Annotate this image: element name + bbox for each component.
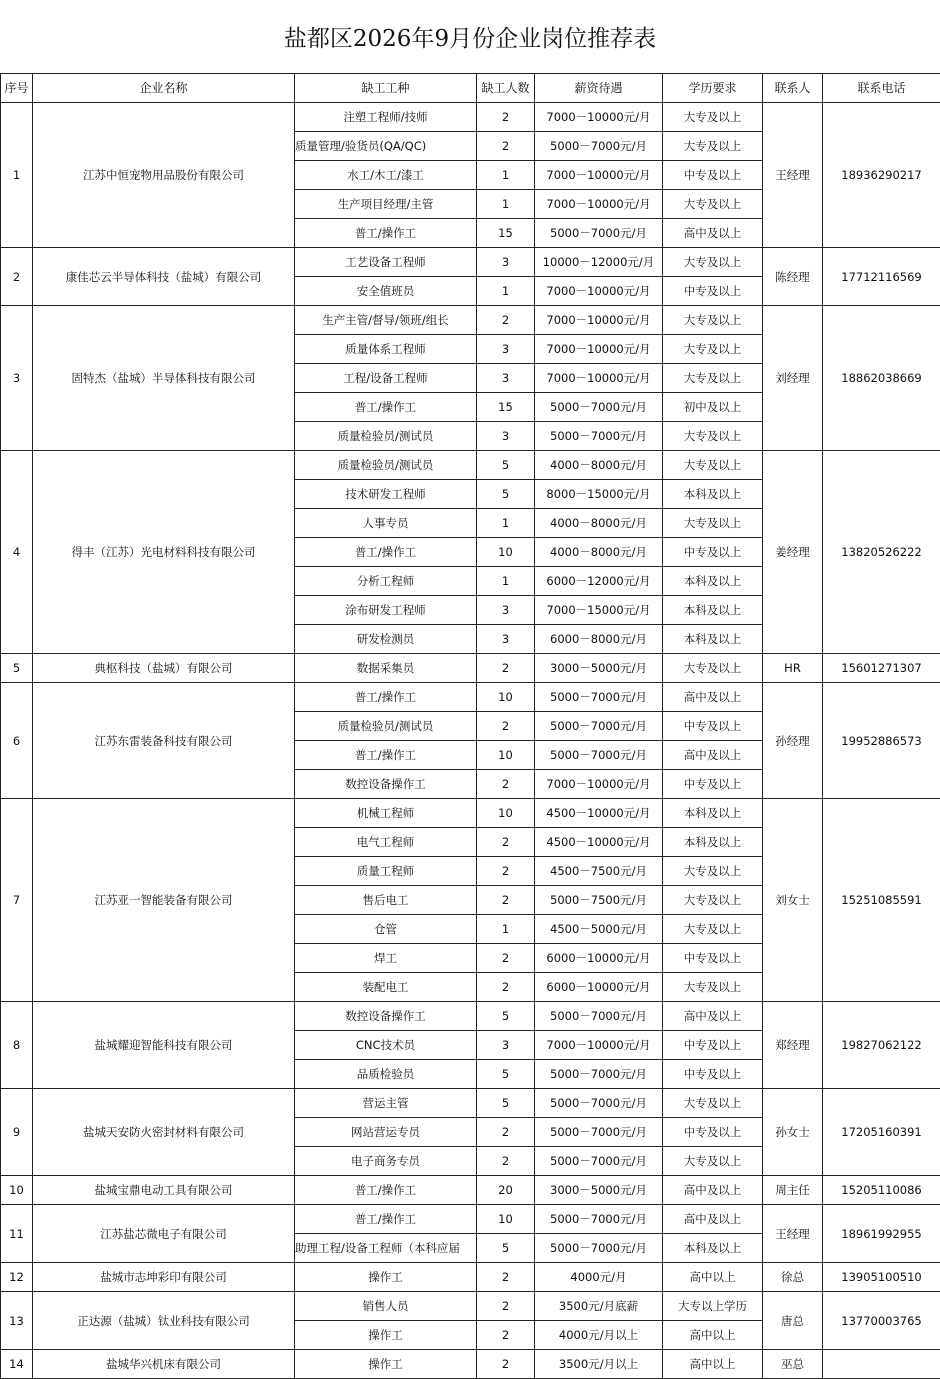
job-role: 工程/设备工程师: [295, 364, 477, 393]
job-salary: 5000－7000元/月: [535, 393, 663, 422]
job-education: 高中以上: [663, 1321, 763, 1350]
job-role: 普工/操作工: [295, 741, 477, 770]
job-role: 仓管: [295, 915, 477, 944]
job-education: 高中以上: [663, 1263, 763, 1292]
company-name: 康佳芯云半导体科技（盐城）有限公司: [33, 248, 295, 306]
job-salary: 4000元/月: [535, 1263, 663, 1292]
job-role: 操作工: [295, 1263, 477, 1292]
table-row: [1, 1002, 940, 1031]
contact-phone: 18936290217: [823, 103, 940, 248]
job-salary: 5000－7000元/月: [535, 683, 663, 712]
job-salary: 3500元/月以上: [535, 1350, 663, 1379]
job-count: 5: [477, 451, 535, 480]
job-salary: 3000－5000元/月: [535, 654, 663, 683]
job-count: 3: [477, 335, 535, 364]
table-row: [1, 1205, 940, 1234]
job-role: 装配电工: [295, 973, 477, 1002]
job-salary: 7000－10000元/月: [535, 161, 663, 190]
job-education: 大专及以上: [663, 1147, 763, 1176]
job-salary: 6000－12000元/月: [535, 567, 663, 596]
contact-person: 孙经理: [763, 683, 823, 799]
row-number: 1: [1, 103, 33, 248]
job-salary: 6000－10000元/月: [535, 973, 663, 1002]
table-row: [1, 1350, 940, 1379]
table-row: [1, 248, 940, 277]
job-education: 大专及以上: [663, 654, 763, 683]
job-count: 2: [477, 712, 535, 741]
job-count: 15: [477, 219, 535, 248]
job-role: 普工/操作工: [295, 1205, 477, 1234]
job-role: 普工/操作工: [295, 538, 477, 567]
job-role: 质量检验员/测试员: [295, 451, 477, 480]
header-no: 序号: [1, 74, 33, 103]
job-education: 本科及以上: [663, 596, 763, 625]
job-education: 大专及以上: [663, 306, 763, 335]
job-count: 2: [477, 886, 535, 915]
job-education: 大专及以上: [663, 335, 763, 364]
job-salary: 7000－10000元/月: [535, 306, 663, 335]
job-role: 普工/操作工: [295, 1176, 477, 1205]
table-row: [1, 1176, 940, 1205]
contact-phone: 13820526222: [823, 451, 940, 654]
contact-phone: 15205110086: [823, 1176, 940, 1205]
contact-phone: 15251085591: [823, 799, 940, 1002]
job-education: 高中及以上: [663, 1176, 763, 1205]
job-count: 1: [477, 915, 535, 944]
contact-person: 刘经理: [763, 306, 823, 451]
job-role: 注塑工程师/技师: [295, 103, 477, 132]
contact-person: 巫总: [763, 1350, 823, 1379]
job-role: 技术研发工程师: [295, 480, 477, 509]
header-salary: 薪资待遇: [535, 74, 663, 103]
job-salary: 7000－10000元/月: [535, 190, 663, 219]
table-row: [1, 306, 940, 335]
contact-phone: 13905100510: [823, 1263, 940, 1292]
company-name: 江苏中恒宠物用品股份有限公司: [33, 103, 295, 248]
job-salary: 5000－7000元/月: [535, 219, 663, 248]
table-row: [1, 1292, 940, 1321]
contact-phone: 13770003765: [823, 1292, 940, 1350]
job-education: 中专及以上: [663, 1031, 763, 1060]
job-education: 中专及以上: [663, 1060, 763, 1089]
job-salary: 7000－10000元/月: [535, 335, 663, 364]
job-salary: 7000－10000元/月: [535, 103, 663, 132]
job-count: 3: [477, 422, 535, 451]
job-role: 助理工程/设备工程师（本科应届: [295, 1234, 477, 1263]
row-number: 2: [1, 248, 33, 306]
job-education: 中专及以上: [663, 712, 763, 741]
contact-person: 王经理: [763, 103, 823, 248]
contact-phone: 17712116569: [823, 248, 940, 306]
job-role: 水工/木工/漆工: [295, 161, 477, 190]
company-name: 盐城华兴机床有限公司: [33, 1350, 295, 1379]
job-education: 中专及以上: [663, 770, 763, 799]
job-education: 大专以上学历: [663, 1292, 763, 1321]
job-education: 高中及以上: [663, 1002, 763, 1031]
job-count: 2: [477, 103, 535, 132]
job-education: 本科及以上: [663, 828, 763, 857]
job-count: 2: [477, 1350, 535, 1379]
contact-person: 徐总: [763, 1263, 823, 1292]
job-education: 大专及以上: [663, 915, 763, 944]
header-phone: 联系电话: [823, 74, 940, 103]
job-count: 2: [477, 944, 535, 973]
job-count: 1: [477, 567, 535, 596]
job-role: 机械工程师: [295, 799, 477, 828]
table-row: [1, 654, 940, 683]
job-education: 本科及以上: [663, 625, 763, 654]
job-education: 本科及以上: [663, 567, 763, 596]
contact-phone: 15601271307: [823, 654, 940, 683]
job-count: 5: [477, 1089, 535, 1118]
job-education: 高中及以上: [663, 741, 763, 770]
job-education: 大专及以上: [663, 857, 763, 886]
company-name: 江苏东雷装备科技有限公司: [33, 683, 295, 799]
job-count: 1: [477, 161, 535, 190]
job-role: 生产主管/督导/领班/组长: [295, 306, 477, 335]
job-education: 高中及以上: [663, 219, 763, 248]
header-contact: 联系人: [763, 74, 823, 103]
job-role: 数控设备操作工: [295, 1002, 477, 1031]
job-salary: 4000－8000元/月: [535, 538, 663, 567]
row-number: 7: [1, 799, 33, 1002]
row-number: 4: [1, 451, 33, 654]
job-salary: 8000－15000元/月: [535, 480, 663, 509]
job-salary: 7000－10000元/月: [535, 1031, 663, 1060]
job-salary: 5000－7000元/月: [535, 1060, 663, 1089]
contact-phone: 17205160391: [823, 1089, 940, 1176]
contact-person: 郑经理: [763, 1002, 823, 1089]
job-role: 普工/操作工: [295, 683, 477, 712]
company-name: 盐城宝鼎电动工具有限公司: [33, 1176, 295, 1205]
job-education: 大专及以上: [663, 451, 763, 480]
job-count: 15: [477, 393, 535, 422]
row-number: 9: [1, 1089, 33, 1176]
header-company: 企业名称: [33, 74, 295, 103]
page-title: 盐都区2026年9月份企业岗位推荐表: [0, 0, 940, 73]
job-count: 1: [477, 509, 535, 538]
company-name: 江苏盐芯微电子有限公司: [33, 1205, 295, 1263]
job-salary: 7000－10000元/月: [535, 277, 663, 306]
job-count: 5: [477, 1060, 535, 1089]
job-salary: 4500－10000元/月: [535, 828, 663, 857]
job-education: 大专及以上: [663, 190, 763, 219]
job-education: 大专及以上: [663, 1089, 763, 1118]
job-role: 安全值班员: [295, 277, 477, 306]
contact-person: HR: [763, 654, 823, 683]
job-count: 2: [477, 828, 535, 857]
contact-person: 周主任: [763, 1176, 823, 1205]
job-role: 电气工程师: [295, 828, 477, 857]
row-number: 14: [1, 1350, 33, 1379]
job-role: 质量体系工程师: [295, 335, 477, 364]
table-row: [1, 799, 940, 828]
jobs-table-body: [1, 103, 940, 1379]
job-salary: 6000－8000元/月: [535, 625, 663, 654]
job-education: 中专及以上: [663, 538, 763, 567]
job-role: 品质检验员: [295, 1060, 477, 1089]
job-education: 大专及以上: [663, 103, 763, 132]
contact-person: 刘女士: [763, 799, 823, 1002]
job-count: 10: [477, 741, 535, 770]
job-role: 营运主管: [295, 1089, 477, 1118]
job-count: 2: [477, 132, 535, 161]
contact-phone: 19952886573: [823, 683, 940, 799]
job-salary: 5000－7000元/月: [535, 132, 663, 161]
job-salary: 4000元/月以上: [535, 1321, 663, 1350]
job-education: 大专及以上: [663, 132, 763, 161]
job-count: 3: [477, 625, 535, 654]
job-salary: 5000－7500元/月: [535, 886, 663, 915]
company-name: 盐城市志坤彩印有限公司: [33, 1263, 295, 1292]
job-count: 3: [477, 248, 535, 277]
job-education: 中专及以上: [663, 1118, 763, 1147]
job-role: 数据采集员: [295, 654, 477, 683]
job-education: 中专及以上: [663, 944, 763, 973]
job-role: 质量检验员/测试员: [295, 422, 477, 451]
job-salary: 5000－7000元/月: [535, 1147, 663, 1176]
job-salary: 7000－10000元/月: [535, 770, 663, 799]
company-name: 固特杰（盐城）半导体科技有限公司: [33, 306, 295, 451]
job-salary: 4500－5000元/月: [535, 915, 663, 944]
job-count: 20: [477, 1176, 535, 1205]
job-count: 3: [477, 364, 535, 393]
job-role: 质量工程师: [295, 857, 477, 886]
header-row: [1, 74, 940, 103]
job-education: 高中以上: [663, 1350, 763, 1379]
job-role: 工艺设备工程师: [295, 248, 477, 277]
table-row: [1, 1263, 940, 1292]
job-salary: 5000－7000元/月: [535, 1002, 663, 1031]
job-role: 焊工: [295, 944, 477, 973]
job-role: 操作工: [295, 1350, 477, 1379]
job-count: 2: [477, 857, 535, 886]
job-role: 人事专员: [295, 509, 477, 538]
job-role: 分析工程师: [295, 567, 477, 596]
job-role: 质量检验员/测试员: [295, 712, 477, 741]
job-role: 质量管理/验货员(QA/QC): [295, 132, 477, 161]
job-education: 大专及以上: [663, 248, 763, 277]
job-salary: 5000－7000元/月: [535, 741, 663, 770]
job-count: 10: [477, 1205, 535, 1234]
job-salary: 5000－7000元/月: [535, 712, 663, 741]
job-role: 普工/操作工: [295, 219, 477, 248]
contact-phone: 18862038669: [823, 306, 940, 451]
contact-phone: [823, 1350, 940, 1379]
job-count: 3: [477, 1031, 535, 1060]
job-salary: 5000－7000元/月: [535, 1234, 663, 1263]
job-education: 大专及以上: [663, 422, 763, 451]
job-education: 高中及以上: [663, 1205, 763, 1234]
job-education: 大专及以上: [663, 886, 763, 915]
job-role: 数控设备操作工: [295, 770, 477, 799]
job-education: 高中及以上: [663, 683, 763, 712]
job-count: 5: [477, 480, 535, 509]
job-education: 本科及以上: [663, 1234, 763, 1263]
job-count: 2: [477, 1118, 535, 1147]
job-count: 10: [477, 538, 535, 567]
job-role: 电子商务专员: [295, 1147, 477, 1176]
company-name: 典枢科技（盐城）有限公司: [33, 654, 295, 683]
contact-person: 姜经理: [763, 451, 823, 654]
header-count: 缺工人数: [477, 74, 535, 103]
job-role: 普工/操作工: [295, 393, 477, 422]
contact-phone: 19827062122: [823, 1002, 940, 1089]
job-count: 5: [477, 1002, 535, 1031]
job-salary: 6000－10000元/月: [535, 944, 663, 973]
job-count: 2: [477, 1147, 535, 1176]
job-role: 操作工: [295, 1321, 477, 1350]
row-number: 12: [1, 1263, 33, 1292]
job-education: 大专及以上: [663, 973, 763, 1002]
job-education: 中专及以上: [663, 161, 763, 190]
job-education: 本科及以上: [663, 799, 763, 828]
job-count: 2: [477, 1292, 535, 1321]
table-row: [1, 683, 940, 712]
job-education: 大专及以上: [663, 509, 763, 538]
job-count: 5: [477, 1234, 535, 1263]
job-role: 售后电工: [295, 886, 477, 915]
company-name: 正达源（盐城）钛业科技有限公司: [33, 1292, 295, 1350]
contact-person: 陈经理: [763, 248, 823, 306]
job-salary: 7000－10000元/月: [535, 364, 663, 393]
job-education: 中专及以上: [663, 277, 763, 306]
job-count: 2: [477, 770, 535, 799]
company-name: 盐城耀迎智能科技有限公司: [33, 1002, 295, 1089]
job-education: 初中及以上: [663, 393, 763, 422]
company-name: 得丰（江苏）光电材料科技有限公司: [33, 451, 295, 654]
job-salary: 4500－7500元/月: [535, 857, 663, 886]
table-row: [1, 103, 940, 132]
header-role: 缺工工种: [295, 74, 477, 103]
job-education: 本科及以上: [663, 480, 763, 509]
job-count: 2: [477, 1263, 535, 1292]
job-count: 10: [477, 683, 535, 712]
job-count: 2: [477, 654, 535, 683]
job-count: 2: [477, 1321, 535, 1350]
job-role: 生产项目经理/主管: [295, 190, 477, 219]
row-number: 6: [1, 683, 33, 799]
row-number: 10: [1, 1176, 33, 1205]
job-salary: 3000－5000元/月: [535, 1176, 663, 1205]
job-role: 研发检测员: [295, 625, 477, 654]
job-salary: 10000－12000元/月: [535, 248, 663, 277]
job-count: 2: [477, 973, 535, 1002]
job-role: 涂布研发工程师: [295, 596, 477, 625]
job-salary: 5000－7000元/月: [535, 1089, 663, 1118]
job-salary: 4500－10000元/月: [535, 799, 663, 828]
job-salary: 4000－8000元/月: [535, 451, 663, 480]
table-row: [1, 451, 940, 480]
row-number: 8: [1, 1002, 33, 1089]
job-role: 销售人员: [295, 1292, 477, 1321]
job-count: 2: [477, 306, 535, 335]
row-number: 13: [1, 1292, 33, 1350]
row-number: 11: [1, 1205, 33, 1263]
contact-phone: 18961992955: [823, 1205, 940, 1263]
job-salary: 5000－7000元/月: [535, 422, 663, 451]
job-salary: 5000－7000元/月: [535, 1118, 663, 1147]
job-education: 大专及以上: [663, 364, 763, 393]
job-salary: 5000－7000元/月: [535, 1205, 663, 1234]
table-row: [1, 1089, 940, 1118]
contact-person: 孙女士: [763, 1089, 823, 1176]
job-count: 3: [477, 596, 535, 625]
job-count: 1: [477, 277, 535, 306]
job-role: 网站营运专员: [295, 1118, 477, 1147]
job-salary: 7000－15000元/月: [535, 596, 663, 625]
job-salary: 3500元/月底薪: [535, 1292, 663, 1321]
contact-person: 王经理: [763, 1205, 823, 1263]
contact-person: 唐总: [763, 1292, 823, 1350]
company-name: 江苏亚一智能装备有限公司: [33, 799, 295, 1002]
company-name: 盐城天安防火密封材料有限公司: [33, 1089, 295, 1176]
job-salary: 4000－8000元/月: [535, 509, 663, 538]
jobs-table: [0, 73, 940, 1379]
job-count: 1: [477, 190, 535, 219]
job-role: CNC技术员: [295, 1031, 477, 1060]
row-number: 5: [1, 654, 33, 683]
header-education: 学历要求: [663, 74, 763, 103]
job-count: 10: [477, 799, 535, 828]
row-number: 3: [1, 306, 33, 451]
